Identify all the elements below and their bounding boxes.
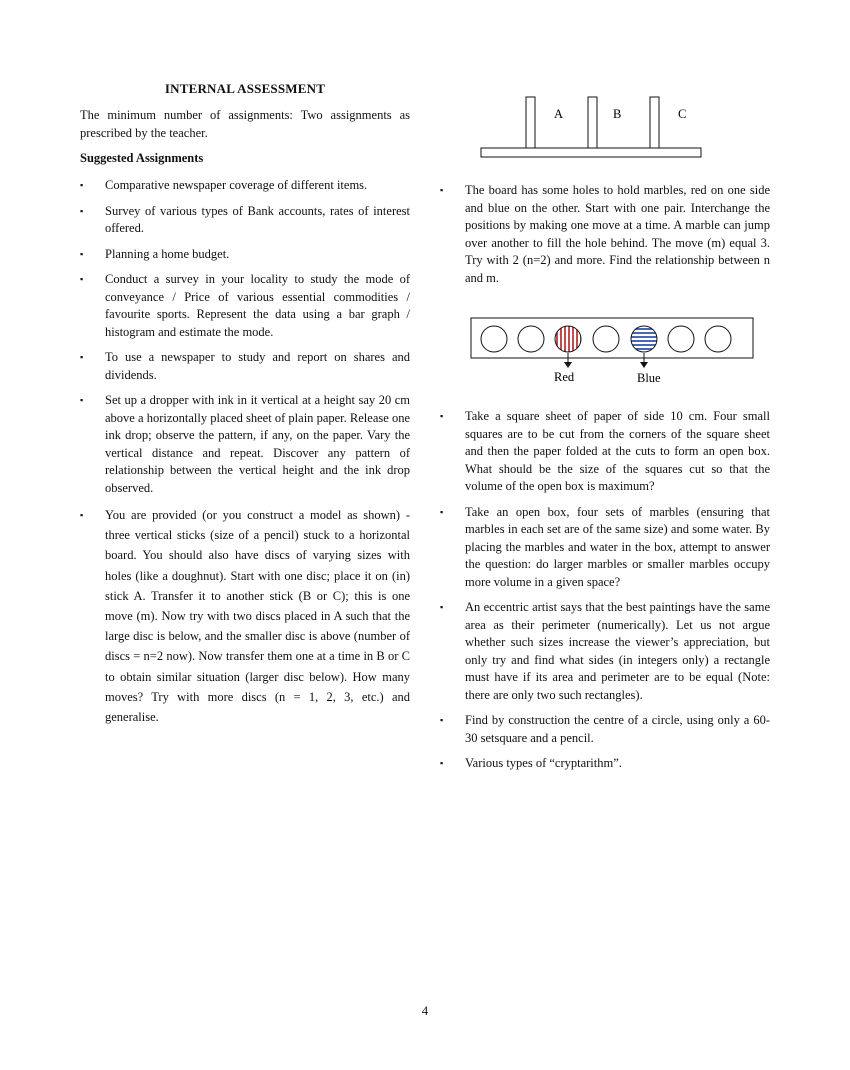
- hole: [705, 326, 731, 352]
- list-item: [440, 599, 770, 704]
- list-item: [440, 755, 770, 773]
- sticks-board-diagram: [478, 94, 706, 160]
- bullet-icon: ▪: [80, 510, 84, 520]
- list-item-text: To use a newspaper to study and report on shares and dividends.: [105, 350, 410, 382]
- stick-c: [650, 97, 659, 148]
- list-item-text: The board has some holes to hold marbles, red on one side and blue on the other. Start with one pair. Interchange the positions by making one move at a time. A marble can jump over another to fill the hole behind. The move (m) equal 3. Try with 2 (n=2) and more. Find the relationship between n and m.: [465, 183, 770, 285]
- blue-label: Blue: [637, 371, 661, 385]
- list-item: [80, 246, 410, 264]
- list-item-text: Conduct a survey in your locality to study the mode of conveyance / Price of various essential commodities / favourite sports. Represent the data using a bar graph / histogram and estimate the mode.: [105, 272, 410, 339]
- bullet-icon: ▪: [80, 352, 84, 362]
- red-label: Red: [554, 370, 575, 384]
- red-arrow-head: [564, 362, 572, 368]
- bullet-icon: ▪: [440, 715, 444, 725]
- stick-label-b: B: [613, 107, 622, 121]
- bullet-icon: ▪: [80, 248, 84, 259]
- list-item-text: An eccentric artist says that the best paintings have the same area as their perimeter (numerically). Let us not argue whether such sizes increase the viewer’s appreciation, but only try and find what sides (in integers only) a rectangle must have if its area and perimeter are to be equal (Note: there are only two such rectangles).: [465, 600, 770, 702]
- horizontal-board: [481, 148, 701, 157]
- list-item: [80, 203, 410, 238]
- list-item: [80, 349, 410, 384]
- stick-b: [588, 97, 597, 149]
- bullet-icon: ▪: [80, 395, 84, 405]
- hole: [593, 326, 619, 352]
- list-item-text: Various types of “cryptarithm”.: [465, 756, 622, 770]
- hole: [668, 326, 694, 352]
- list-item: [440, 712, 770, 747]
- bullet-icon: ▪: [440, 506, 444, 517]
- list-item: [80, 271, 410, 341]
- list-item-text: Set up a dropper with ink in it vertical at a height say 20 cm above a horizontally placed sheet of plain paper. Release one ink drop; observe the pattern, if any, on the paper. Vary the vertical distance and repeat. Discover any pattern of relationship between the vertical height and the ink drop observed.: [105, 393, 410, 495]
- list-item: [80, 392, 410, 497]
- list-item: [80, 505, 410, 727]
- list-item-text: Take a square sheet of paper of side 10 cm. Four small squares are to be cut from the corners of the square sheet and then the paper folded at the cuts to form an open box. What should be the size of the squares cut so that the volume of the open box is maximum?: [465, 409, 770, 493]
- list-item-text: Take an open box, four sets of marbles (ensuring that marbles in each set are of the same size) and some water. By placing the marbles and water in the box, attempt to answer the question: do larger marbles or smaller marbles occupy more volume in a given space?: [465, 504, 770, 589]
- bullet-icon: ▪: [440, 185, 444, 195]
- blue-arrow-head: [640, 362, 648, 368]
- page-number: 4: [421, 1004, 429, 1018]
- list-item-text: Find by construction the centre of a circle, using only a 60-30 setsquare and a pencil.: [465, 713, 770, 745]
- list-item-text: Comparative newspaper coverage of different items.: [105, 178, 368, 192]
- list-item-text: Planning a home budget.: [105, 246, 230, 261]
- bullet-icon: ▪: [440, 602, 444, 612]
- list-item: [440, 408, 770, 496]
- hole: [481, 326, 507, 352]
- section-subheading: Suggested Assignments: [80, 151, 204, 165]
- right-assignment-list-bottom: [440, 408, 770, 781]
- right-assignment-list-top: [440, 182, 770, 287]
- list-item: [80, 177, 410, 195]
- intro-paragraph: The minimum number of assignments: Two assignments as prescribed by the teacher.: [80, 108, 410, 140]
- list-item: [440, 182, 770, 287]
- bullet-icon: ▪: [80, 274, 84, 284]
- left-assignment-list: [80, 177, 410, 735]
- bullet-icon: ▪: [80, 205, 84, 216]
- hole: [518, 326, 544, 352]
- list-item-text: Survey of various types of Bank accounts, rates of interest offered.: [105, 203, 410, 235]
- red-marble: [555, 326, 581, 352]
- bullet-icon: ▪: [440, 411, 444, 421]
- bullet-icon: ▪: [440, 758, 444, 768]
- list-item: [440, 504, 770, 592]
- list-item-text: You are provided (or you construct a model as shown) - three vertical sticks (size of a pencil) stuck to a horizontal board. You should also have discs of varying sizes with holes (like a doughnut). Start with one disc; place it on (in) stick A. Transfer it to another stick (B or C); this is one move (m). Now try with two discs placed in A such that the large disc is below, and the smaller disc is above (number of discs = n=2 now). Now transfer them one at a time in B or C to obtain similar situation (larger disc below). How many moves? Try with more discs (n = 1, 2, 3, etc.) and generalise.: [105, 508, 410, 725]
- stick-label-c: C: [678, 107, 687, 121]
- bullet-icon: ▪: [80, 180, 84, 190]
- blue-marble: [631, 326, 657, 352]
- stick-label-a: A: [554, 107, 564, 121]
- marble-board-diagram: [468, 316, 758, 388]
- stick-a: [526, 97, 535, 148]
- page-title: INTERNAL ASSESSMENT: [164, 81, 326, 96]
